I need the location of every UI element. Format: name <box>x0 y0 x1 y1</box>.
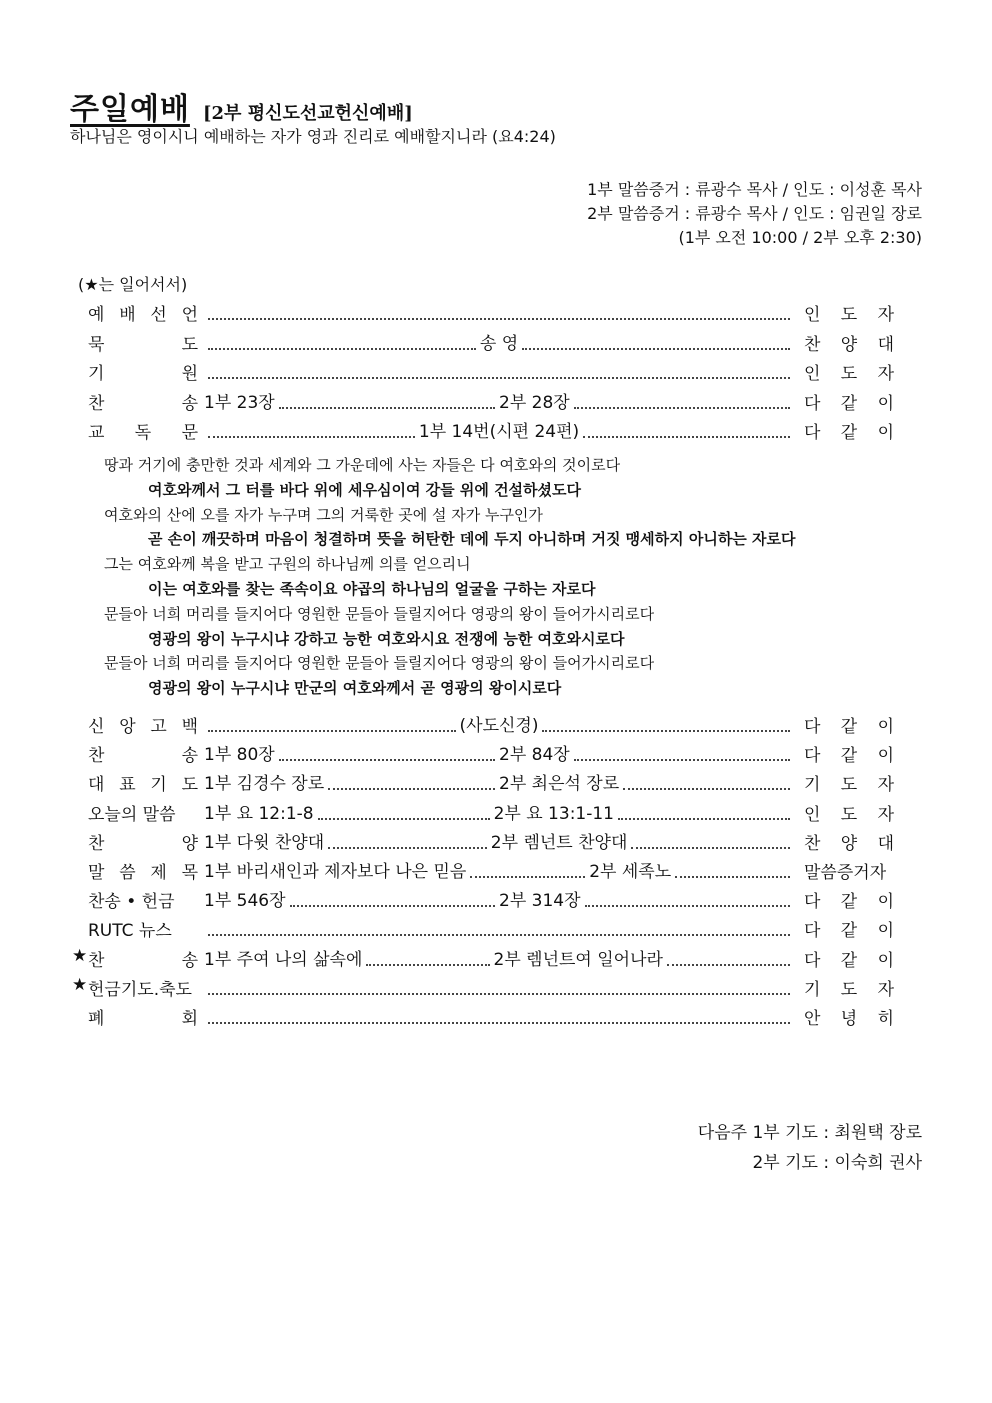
dot-leader <box>208 1008 790 1024</box>
role-char: 도 <box>840 775 858 796</box>
role-char: 도 <box>840 979 858 1000</box>
reading-people-line: 여호와께서 그 터를 바다 위에 세우심이여 강들 위에 건설하셨도다 <box>148 480 582 499</box>
role-char: 기 <box>804 775 821 796</box>
dot-leader <box>631 833 790 849</box>
dot-leader <box>574 745 790 761</box>
label-char: 말 <box>88 863 105 883</box>
label-char: 선 <box>150 305 167 325</box>
order-item-label <box>88 887 198 912</box>
role-char: 자 <box>877 775 894 796</box>
role-char: 이 <box>877 921 894 942</box>
role-char: 같 <box>840 717 858 737</box>
dot-leader <box>574 393 790 409</box>
label-char: 언 <box>181 305 198 325</box>
order-item-role <box>804 800 894 825</box>
dot-leader <box>522 334 790 350</box>
order-item-label <box>88 770 198 795</box>
reading-leader-line: 땅과 거기에 충만한 것과 세계와 그 가운데에 사는 자들은 다 여호와의 것이로다 <box>104 456 621 474</box>
label-char: 기 <box>88 364 105 384</box>
order-row <box>0 770 992 799</box>
detail-part-1: 1부 23장 <box>204 392 275 413</box>
label-char: 예 <box>88 305 105 325</box>
label-char: 신 <box>88 717 105 737</box>
order-item-label <box>88 858 198 883</box>
standing-star-icon: ★ <box>72 945 88 966</box>
dot-leader <box>585 891 790 907</box>
standing-star-icon: ★ <box>72 974 88 995</box>
order-item-label <box>88 916 198 941</box>
detail-part-1: 1부 바리새인과 제자보다 나은 믿음 <box>204 862 467 882</box>
role-char: 이 <box>877 746 894 767</box>
order-item-detail <box>204 418 794 442</box>
order-item-detail <box>204 389 794 413</box>
order-row <box>0 800 992 829</box>
label-char: 씀 <box>119 863 136 883</box>
order-item-role <box>804 712 894 737</box>
dot-leader <box>318 804 490 820</box>
role-char: 자 <box>877 364 894 384</box>
order-item-role <box>804 389 894 414</box>
role-char: 자 <box>877 804 894 825</box>
role-char: 대 <box>877 334 894 355</box>
order-item-detail <box>204 770 794 794</box>
dot-leader <box>328 774 495 790</box>
order-item-detail <box>204 800 794 824</box>
order-row <box>0 858 992 887</box>
label-char: 찬송 • 헌금 <box>88 892 175 913</box>
order-item-label <box>88 418 198 443</box>
role-char: 다 <box>804 892 821 913</box>
label-char: 배 <box>119 305 136 325</box>
reading-leader-line: 그는 여호와께 복을 받고 구원의 하나님께 의를 얻으리니 <box>104 555 471 574</box>
role-char: 히 <box>877 1009 894 1029</box>
role-char: 같 <box>840 950 858 971</box>
dot-leader <box>675 862 790 878</box>
label-char: 찬 <box>88 950 105 971</box>
label-char: 교 <box>88 423 105 443</box>
dot-leader <box>470 862 585 878</box>
role-char: 안 <box>804 1009 821 1029</box>
next-week-line-2: 2부 기도 : 이숙희 권사 <box>752 1153 922 1173</box>
label-char: 양 <box>181 833 198 854</box>
role-char: 이 <box>877 717 894 737</box>
detail-part-2: 2부 314장 <box>499 891 581 912</box>
role-char: 같 <box>840 393 858 414</box>
role-char: 다 <box>804 746 821 767</box>
detail-part-1: 1부 김경수 장로 <box>204 774 325 795</box>
order-item-role <box>804 916 894 941</box>
dot-leader <box>279 393 495 409</box>
dot-leader <box>667 950 790 966</box>
order-item-label <box>88 829 198 854</box>
dot-leader <box>208 363 790 379</box>
leaders-line-2: 2부 말씀증거 : 류광수 목사 / 인도 : 임권일 장로 <box>587 204 922 223</box>
detail-part-2: 2부 렘넌트여 일어나라 <box>493 949 663 970</box>
order-row <box>0 829 992 858</box>
label-char: 오늘의 말씀 <box>88 804 176 825</box>
detail-part-2: 2부 렘넌트 찬양대 <box>490 832 628 853</box>
role-char: 이 <box>877 393 894 414</box>
order-row <box>0 916 992 945</box>
role-char: 자 <box>877 979 894 1000</box>
order-item-role <box>804 770 894 795</box>
service-times: (1부 오전 10:00 / 2부 오후 2:30) <box>678 228 922 247</box>
order-item-detail <box>204 359 794 383</box>
dot-leader <box>618 804 790 820</box>
label-char: 문 <box>181 423 198 443</box>
role-char: 인 <box>804 364 821 384</box>
role-char: 다 <box>804 393 821 414</box>
dot-leader <box>290 891 495 907</box>
theme-verse: 하나님은 영이시니 예배하는 자가 영과 진리로 예배할지니라 (요4:24) <box>70 127 556 146</box>
order-row <box>0 359 992 388</box>
label-char: 도 <box>181 334 198 355</box>
dot-leader <box>542 716 790 732</box>
label-char: 백 <box>181 717 198 737</box>
order-item-detail <box>204 858 794 882</box>
order-item-role <box>804 858 894 883</box>
role-char: 이 <box>877 892 894 913</box>
order-item-role <box>804 741 894 766</box>
order-item-label <box>88 741 198 766</box>
role-char: 말씀증거자 <box>804 863 887 883</box>
label-char: 묵 <box>88 334 105 355</box>
order-item-role <box>804 418 894 443</box>
next-week-prayer <box>698 1118 922 1178</box>
order-item-detail <box>204 946 794 970</box>
detail-part-2: 2부 세족노 <box>589 862 672 882</box>
reading-people-line: 영광의 왕이 누구시냐 강하고 능한 여호와시요 전쟁에 능한 여호와시로다 <box>148 629 625 648</box>
reading-people-line: 영광의 왕이 누구시냐 만군의 여호와께서 곧 영광의 왕이시로다 <box>148 679 562 698</box>
order-item-label <box>88 712 198 737</box>
order-item-detail <box>204 1004 794 1028</box>
label-char: 폐 <box>88 1009 105 1029</box>
dot-leader <box>208 334 476 350</box>
label-char: 송 <box>181 393 198 414</box>
order-item-role <box>804 1004 894 1029</box>
order-item-label <box>88 946 198 971</box>
dot-leader <box>366 950 489 966</box>
label-char: 송 <box>181 950 198 971</box>
role-char: 같 <box>840 423 858 443</box>
leaders-block <box>587 178 922 250</box>
label-char: RUTC 뉴스 <box>88 921 172 942</box>
page-header <box>70 84 413 128</box>
role-char: 인 <box>804 305 821 325</box>
order-item-detail <box>204 712 794 736</box>
order-item-role <box>804 300 894 325</box>
reading-leader-line: 여호와의 산에 오를 자가 누구며 그의 거룩한 곳에 설 자가 누구인가 <box>104 505 543 524</box>
role-char: 기 <box>804 979 821 1000</box>
order-item-detail <box>204 741 794 765</box>
order-row <box>0 300 992 329</box>
label-char: 찬 <box>88 833 105 854</box>
standing-note: (★는 일어서서) <box>78 275 188 294</box>
role-char: 찬 <box>804 833 821 854</box>
order-item-detail <box>204 300 794 324</box>
role-char: 도 <box>840 364 858 384</box>
detail-part-1: 1부 546장 <box>204 891 286 912</box>
label-char: 원 <box>181 364 198 384</box>
label-char: 앙 <box>119 717 136 737</box>
detail-part-1: 1부 다윗 찬양대 <box>204 832 325 853</box>
role-char: 다 <box>804 423 821 443</box>
label-char: 목 <box>181 863 198 883</box>
detail-part-2: 2부 28장 <box>499 392 570 413</box>
label-char: 송 <box>181 746 198 767</box>
order-row <box>0 887 992 916</box>
order-row <box>0 1004 992 1033</box>
order-item-role <box>804 330 894 355</box>
dot-leader <box>583 422 790 438</box>
order-item-detail <box>204 829 794 853</box>
order-item-role <box>804 946 894 971</box>
order-row <box>0 330 992 359</box>
role-char: 자 <box>877 305 894 325</box>
role-char: 양 <box>840 833 858 854</box>
dot-leader <box>208 422 415 438</box>
label-char: 기 <box>150 775 167 796</box>
order-item-detail <box>204 916 794 940</box>
dot-leader <box>208 716 456 732</box>
role-char: 도 <box>840 305 858 325</box>
role-char: 다 <box>804 717 821 737</box>
order-row <box>0 389 992 418</box>
order-item-label <box>88 800 198 825</box>
leaders-line-1: 1부 말씀증거 : 류광수 목사 / 인도 : 이성훈 목사 <box>587 180 922 199</box>
role-char: 같 <box>840 892 858 913</box>
order-row <box>0 741 992 770</box>
order-item-role <box>804 887 894 912</box>
dot-leader <box>279 745 495 761</box>
detail-text: 1부 14번(시편 24편) <box>418 422 580 442</box>
role-char: 이 <box>877 950 894 971</box>
reading-leader-line: 문들아 너희 머리를 들지어다 영원한 문들아 들릴지어다 영광의 왕이 들어가시리로다 <box>104 604 655 623</box>
detail-part-2: 2부 요 13:1-11 <box>493 803 615 824</box>
detail-part-1: 1부 주여 나의 삶속에 <box>204 949 363 970</box>
order-item-detail <box>204 330 794 354</box>
order-row <box>0 712 992 741</box>
role-char: 다 <box>804 950 821 971</box>
role-char: 다 <box>804 921 821 942</box>
role-char: 같 <box>840 921 858 942</box>
order-item-label <box>88 975 198 1000</box>
order-item-role <box>804 359 894 384</box>
detail-text: 송 영 <box>479 333 519 354</box>
order-row <box>0 418 992 447</box>
order-item-label <box>88 1004 198 1029</box>
next-week-line-1: 다음주 1부 기도 : 최원택 장로 <box>697 1123 922 1143</box>
role-char: 녕 <box>840 1009 858 1029</box>
order-item-label <box>88 330 198 355</box>
dot-leader <box>623 774 790 790</box>
order-item-detail <box>204 887 794 911</box>
order-row <box>0 975 992 1004</box>
label-char: 찬 <box>88 393 105 414</box>
detail-part-2: 2부 84장 <box>499 745 570 766</box>
reading-leader-line: 문들아 너희 머리를 들지어다 영원한 문들아 들릴지어다 영광의 왕이 들어가시리로다 <box>104 654 655 673</box>
label-char: 도 <box>181 775 198 796</box>
order-item-role <box>804 975 894 1000</box>
detail-part-1: 1부 80장 <box>204 745 275 766</box>
order-item-label <box>88 359 198 384</box>
order-item-label <box>88 389 198 414</box>
label-char: 고 <box>150 717 167 737</box>
label-char: 제 <box>150 863 167 883</box>
role-char: 도 <box>840 804 858 825</box>
role-char: 대 <box>877 833 894 854</box>
detail-part-2: 2부 최은석 장로 <box>499 774 620 795</box>
label-char: 찬 <box>88 746 105 767</box>
order-item-label <box>88 300 198 325</box>
reading-people-line: 이는 여호와를 찾는 족속이요 야곱의 하나님의 얼굴을 구하는 자로다 <box>148 580 596 598</box>
detail-text: (사도신경) <box>459 716 539 736</box>
reading-people-line: 곧 손이 깨끗하며 마음이 청결하며 뜻을 허탄한 데에 두지 아니하며 거짓 맹세하지 아니하는 자로다 <box>148 530 796 549</box>
order-item-detail <box>204 975 794 999</box>
role-char: 찬 <box>804 334 821 355</box>
role-char: 인 <box>804 804 821 825</box>
page-title: 주일예배 <box>70 92 190 127</box>
role-char: 양 <box>840 334 858 355</box>
order-row <box>0 946 992 975</box>
label-char: 대 <box>88 775 105 796</box>
label-char: 회 <box>181 1009 198 1029</box>
dot-leader <box>208 304 790 320</box>
label-char: 독 <box>134 423 152 443</box>
dot-leader <box>208 979 790 995</box>
order-item-role <box>804 829 894 854</box>
detail-part-1: 1부 요 12:1-8 <box>204 803 314 824</box>
dot-leader <box>208 920 790 936</box>
page-subtitle: [2부 평신도선교헌신예배] <box>203 103 413 124</box>
role-char: 같 <box>840 746 858 767</box>
dot-leader <box>328 833 487 849</box>
label-char: 표 <box>119 775 136 796</box>
role-char: 이 <box>877 423 894 443</box>
label-char: 헌금기도.축도 <box>88 979 192 1000</box>
